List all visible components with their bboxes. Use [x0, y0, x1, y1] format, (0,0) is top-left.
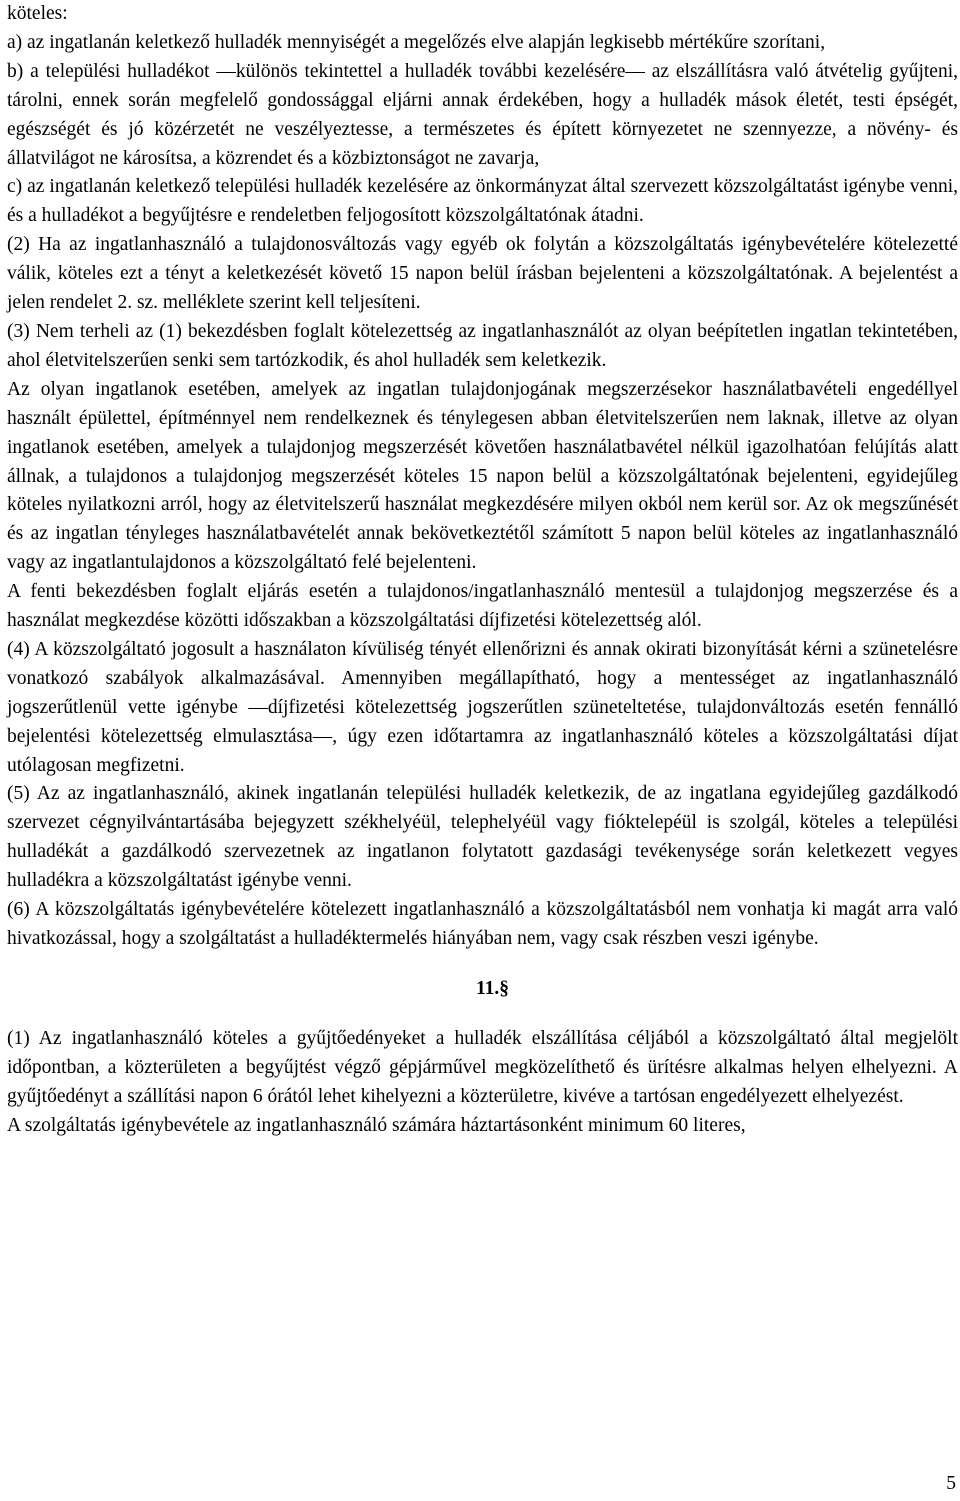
section-11-paragraph-2: A szolgáltatás igénybevétele az ingatlanhasználó számára háztartásonként minimum 60 literes,: [7, 1114, 746, 1136]
text-line-koteles: köteles:: [7, 3, 68, 24]
paragraph-a: a) az ingatlanán keletkező hulladék mennyiségét a megelőzés elve alapján legkisebb mértékűre szorítani,: [7, 31, 826, 53]
section-11-paragraph-1: (1) Az ingatlanhasználó köteles a gyűjtőedényeket a hulladék elszállítása céljából a közszolgáltató által megjelölt időpontban, a közterületen a begyűjtést végző gépjárművel megközelíthető és ürítésre alkalmas helyen elhelyezni. A gyűjtőedényt a szállítási napon 6 órától lehet kihelyezni a közterületre, kivéve a tartósan engedélyezett elhelyezést.: [7, 1027, 958, 1107]
paragraph-4: (4) A közszolgáltató jogosult a használaton kívüliség tényét ellenőrizni és annak okirati bizonyítását kérni a szünetelésre vonatkozó szabályok alkalmazásával. Amennyiben megállapítható, hogy a mentességet az ingatlanhasználó jogszerűtlenül vette igénybe ―díjfizetési kötelezettség jogszerűtlen szüneteltetése, tulajdonváltozás esetén fennálló bejelentési kötelezettség elmulasztása―, úgy ezen időtartamra az ingatlanhasználó köteles a közszolgáltatási díjat utólagosan megfizetni.: [7, 638, 958, 776]
paragraph-5: (5) Az az ingatlanhasználó, akinek ingatlanán települési hulladék keletkezik, de az ingatlana egyidejűleg gazdálkodó szervezet cégnyilvántartásába bejegyzett székhelyéül, telephelyéül vagy fióktelepéül is szolgál, köteles a települési hulladékát a gazdálkodó szervezetnek az ingatlanon folytatott gazdasági tevékenysége során keletkezett vegyes hulladékra a közszolgáltatást igénybe venni.: [7, 783, 958, 892]
paragraph-b: b) a települési hulladékot ―különös tekintettel a hulladék további kezelésére― az elszállításra való átvételig gyűjteni, tárolni, ennek során megfelelő gondossággal eljárni annak érdekében, hogy a hulladék mások életét, testi épségét, egészségét és jó közérzetét ne veszélyeztesse, a természetes és épített környezetet ne szennyezze, a növény- és állatvilágot ne károsítsa, a közrendet és a közbiztonságot ne zavarja,: [7, 60, 958, 169]
section-heading: 11.§: [475, 977, 510, 999]
paragraph-3-continued: Az olyan ingatlanok esetében, amelyek az ingatlan tulajdonjogának megszerzésekor használatbavételi engedéllyel használt épülettel, építménnyel nem rendelkeznek és ténylegesen abban életvitelszerűen nem laknak, illetve az olyan ingatlanok esetében, amelyek a tulajdonjog megszerzését követően használatbavétel nélkül igazolhatóan felújítás alatt állnak, a tulajdonos a tulajdonjog megszerzését köteles 15 napon belül a közszolgáltatónak bejelenteni, egyidejűleg köteles nyilatkozni arról, hogy az életvitelszerű használat megkezdésére milyen okból nem kerül sor. Az ok megszűnését és az ingatlan tényleges használatbavételét annak bekövetkeztétől számított 5 napon belül köteles az ingatlanhasználó vagy az ingatlantulajdonos a közszolgáltató felé bejelenteni.: [7, 378, 958, 574]
paragraph-3: (3) Nem terheli az (1) bekezdésben foglalt kötelezettség az ingatlanhasználót az olyan beépítetlen ingatlan tekintetében, ahol életvitelszerűen senki sem tartózkodik, és ahol hulladék sem keletkezik.: [7, 320, 958, 371]
paragraph-2: (2) Ha az ingatlanhasználó a tulajdonosváltozás vagy egyéb ok folytán a közszolgáltatás igénybevételére kötelezetté válik, köteles ezt a tényt a keletkezését követő 15 napon belül írásban bejelenteni a közszolgáltatónak. A bejelentést a jelen rendelet 2. sz. melléklete szerint kell teljesíteni.: [7, 234, 958, 314]
paragraph-3-exemption: A fenti bekezdésben foglalt eljárás esetén a tulajdonos/ingatlanhasználó mentesül a tulajdonjog megszerzése és a használat megkezdése közötti időszakban a közszolgáltatási díjfizetési kötelezettség alól.: [7, 581, 958, 632]
paragraph-6: (6) A közszolgáltatás igénybevételére kötelezett ingatlanhasználó a közszolgáltatásból nem vonhatja ki magát arra való hivatkozással, hogy a szolgáltatást a hulladéktermelés hiányában nem, vagy csak részben veszi igénybe.: [7, 899, 958, 949]
document-page: [7, 0, 958, 1140]
paragraph-c: c) az ingatlanán keletkező települési hulladék kezelésére az önkormányzat által szervezett közszolgáltatást igénybe venni, és a hulladékot a begyűjtésre e rendeletben feljogosított közszolgáltatónak átadni.: [7, 176, 958, 227]
page-number: 5: [946, 1473, 956, 1494]
